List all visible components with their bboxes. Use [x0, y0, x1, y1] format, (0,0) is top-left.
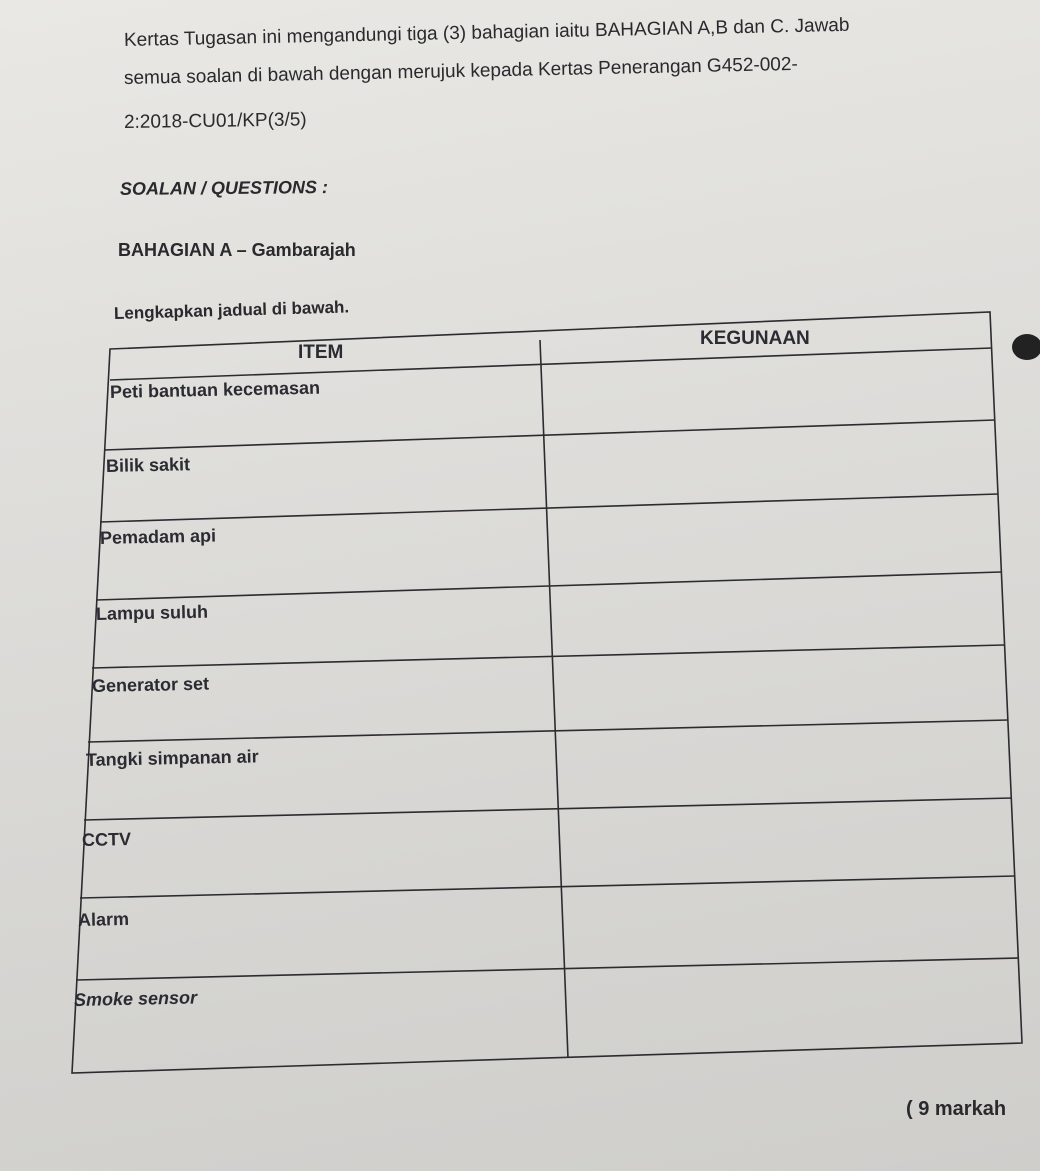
intro-line-2: semua soalan di bawah dengan merujuk kepada Kertas Penerangan G452-002-	[123, 53, 798, 89]
punch-hole	[1012, 334, 1040, 360]
row-item-label: Generator set	[91, 673, 210, 696]
row-item-label: Smoke sensor	[73, 987, 198, 1010]
intro-line-3: 2:2018-CU01/KP(3/5)	[123, 109, 307, 133]
intro-line-1: Kertas Tugasan ini mengandungi tiga (3) bahagian iaitu BAHAGIAN A,B dan C. Jawab	[123, 14, 850, 51]
marks-label: ( 9 markah	[906, 1098, 1007, 1120]
row-item-label: CCTV	[81, 828, 132, 850]
row-item-label: Lampu suluh	[95, 601, 209, 624]
row-item-label: Peti bantuan kecemasan	[109, 377, 321, 402]
questions-heading: SOALAN / QUESTIONS :	[119, 177, 329, 199]
row-item-label: Alarm	[77, 908, 130, 930]
section-heading: BAHAGIAN A – Gambarajah	[118, 240, 356, 260]
header-kegunaan: KEGUNAAN	[700, 328, 810, 349]
header-item: ITEM	[298, 342, 344, 363]
row-item-label: Pemadam api	[99, 525, 217, 548]
table-instruction: Lengkapkan jadual di bawah.	[113, 297, 350, 323]
row-item-label: Bilik sakit	[105, 454, 191, 476]
row-item-label: Tangki simpanan air	[85, 746, 259, 770]
